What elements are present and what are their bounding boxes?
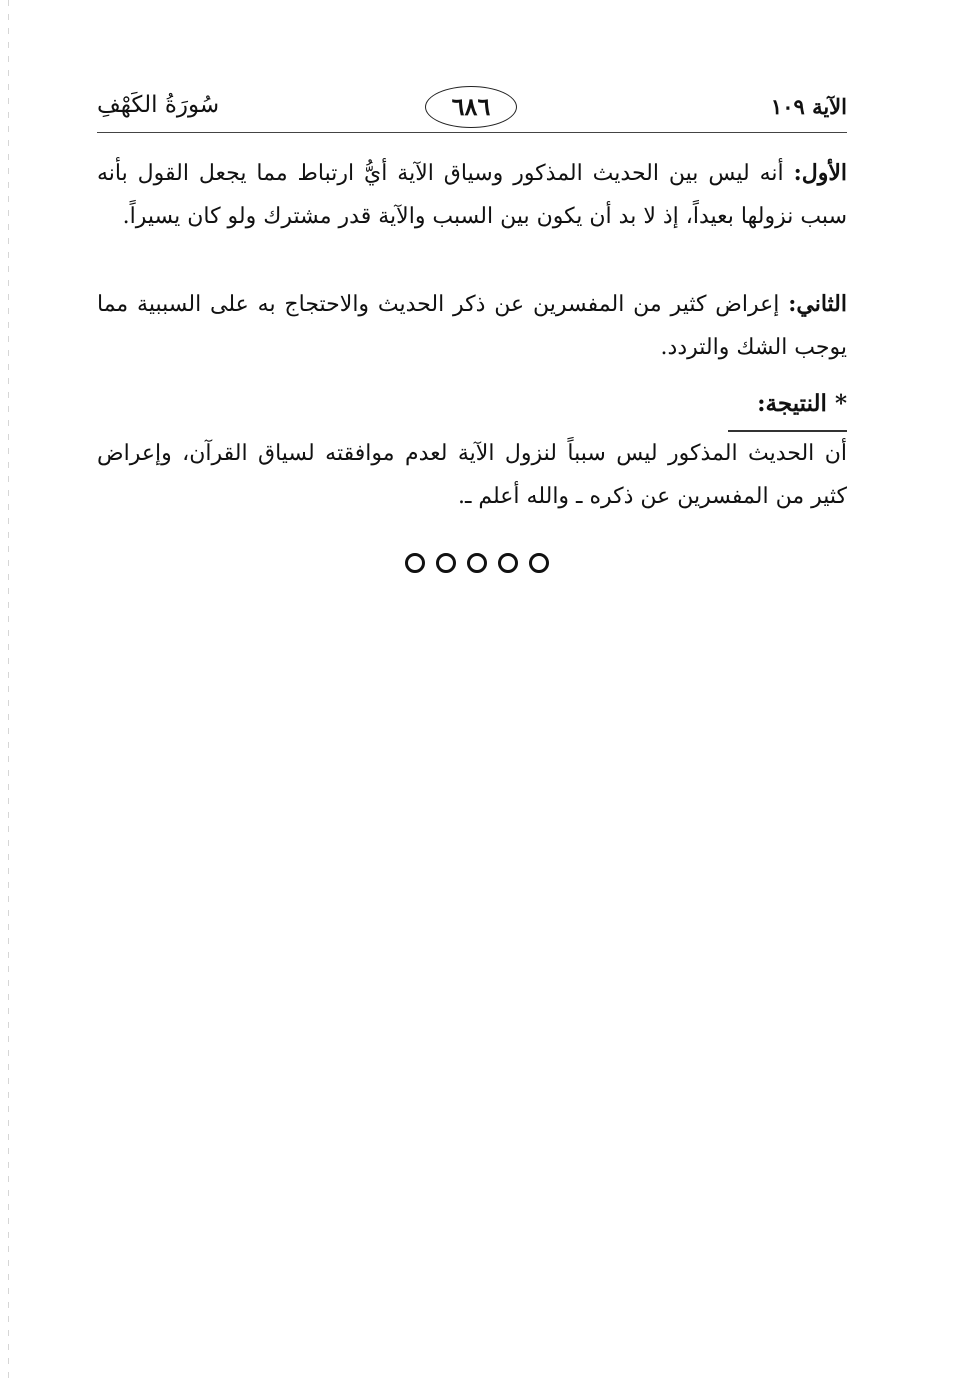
ornament-ring xyxy=(436,553,456,573)
first-reason-text: أنه ليس بين الحديث المذكور وسياق الآية أيُّ ارتباط مما يجعل القول بأنه سبب نزولها بعيداً، إذ لا بد أن يكون بين السبب والآية قدر مشترك ولو كان يسيراً. xyxy=(97,161,847,229)
ornament-ring xyxy=(498,553,518,573)
ornament-ring xyxy=(467,553,487,573)
conclusion-heading: * النتيجة: xyxy=(757,390,847,417)
surah-title: سُورَةُ الكَهْفِ xyxy=(97,92,220,118)
second-reason-lead: الثاني: xyxy=(788,291,847,317)
ornament-ring xyxy=(529,553,549,573)
scan-edge-marks xyxy=(8,0,9,1379)
page-header xyxy=(97,86,847,132)
second-reason-text: إعراض كثير من المفسرين عن ذكر الحديث والاحتجاج به على السببية مما يوجب الشك والتردد. xyxy=(97,292,847,360)
paragraph-first-reason xyxy=(97,152,847,238)
page-number: ٦٨٦ xyxy=(425,86,517,128)
paragraph-second-reason xyxy=(97,283,847,369)
header-rule xyxy=(97,132,847,133)
ornament-ring xyxy=(405,553,425,573)
section-end-ornament xyxy=(0,553,953,573)
verse-label: الآية ١٠٩ xyxy=(770,94,847,119)
first-reason-lead: الأول: xyxy=(793,160,847,186)
conclusion-paragraph: أن الحديث المذكور ليس سبباً لنزول الآية لعدم موافقته لسياق القرآن، وإعراض كثير من المفسرين عن ذكره ـ والله أعلم ـ. xyxy=(97,441,847,509)
